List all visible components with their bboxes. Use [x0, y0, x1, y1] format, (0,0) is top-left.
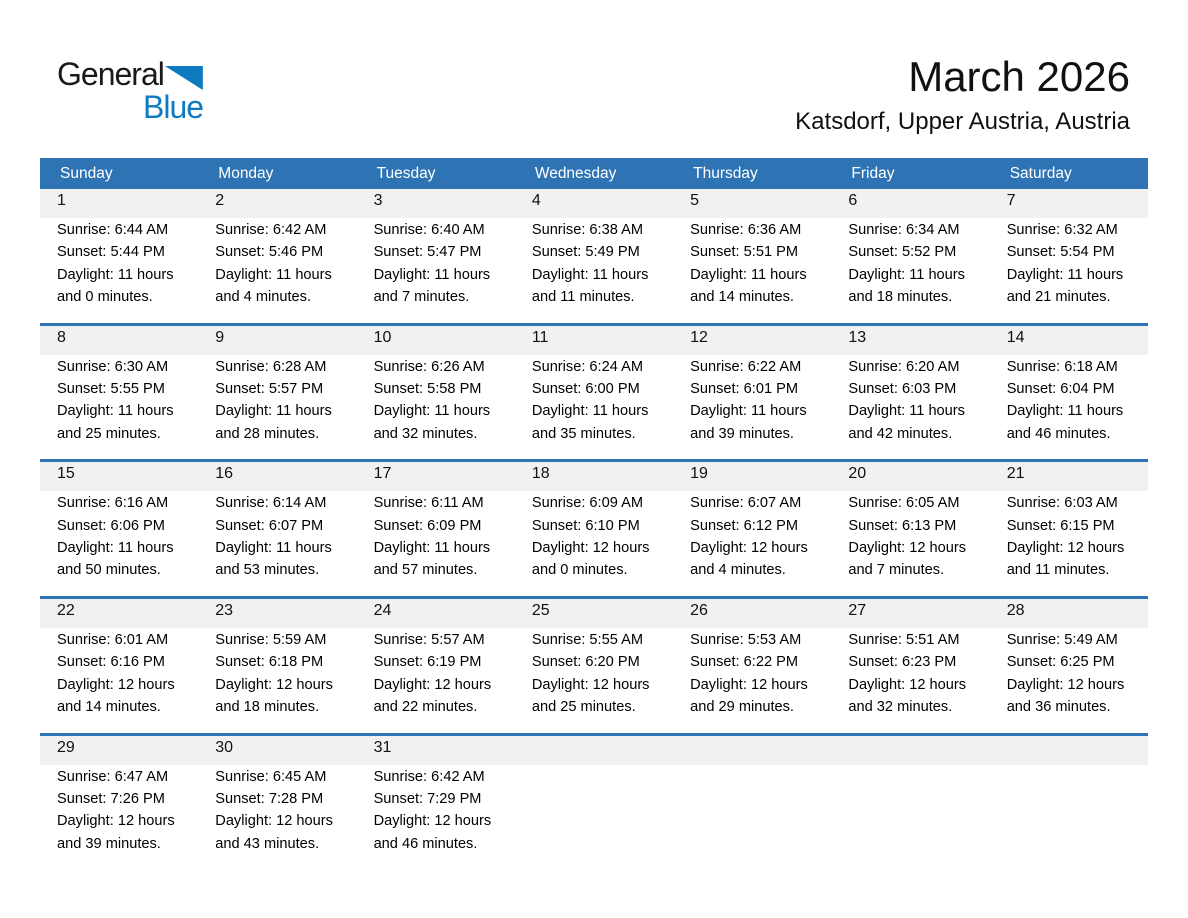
empty-day-cell	[990, 734, 1148, 869]
sunrise-text: Sunrise: 6:16 AM	[57, 495, 169, 512]
weekday-header-monday: Monday	[198, 158, 356, 189]
day-number: 16	[198, 462, 356, 491]
daylight-text: Daylight: 12 hours and 4 minutes.	[690, 540, 808, 579]
sunset-text: Sunset: 5:47 PM	[373, 244, 482, 261]
page-title: March 2026	[908, 53, 1130, 100]
page-header	[40, 0, 1148, 158]
day-cell	[831, 597, 989, 734]
daylight-text: Daylight: 11 hours and 25 minutes.	[57, 403, 174, 442]
daylight-text: Daylight: 12 hours and 18 minutes.	[215, 676, 333, 716]
calendar-week-row	[40, 461, 1148, 598]
day-number: 26	[673, 599, 831, 628]
sunset-text: Sunset: 5:49 PM	[531, 244, 640, 261]
daylight-text: Daylight: 12 hours and 39 minutes.	[57, 813, 175, 852]
day-cell	[357, 597, 515, 734]
sunset-text: Sunset: 6:22 PM	[690, 654, 799, 671]
day-number: 24	[357, 599, 515, 628]
sunrise-text: Sunrise: 6:38 AM	[531, 222, 643, 238]
sunset-text: Sunset: 5:44 PM	[57, 244, 165, 261]
day-cell	[357, 734, 515, 869]
sunset-text: Sunset: 5:52 PM	[848, 244, 957, 261]
sunrise-text: Sunrise: 5:57 AM	[373, 631, 485, 648]
day-cell	[357, 461, 515, 598]
day-cell	[357, 189, 515, 324]
daylight-text: Daylight: 11 hours and 21 minutes.	[1006, 266, 1124, 306]
daylight-text: Daylight: 12 hours and 43 minutes.	[215, 813, 333, 852]
day-number: 22	[40, 599, 198, 628]
title-block	[795, 54, 1130, 136]
daylight-text: Daylight: 11 hours and 14 minutes.	[690, 266, 807, 306]
day-cell	[990, 324, 1148, 461]
day-number: 15	[40, 462, 198, 491]
daylight-text: Daylight: 12 hours and 7 minutes.	[848, 540, 967, 579]
day-number: 19	[673, 462, 831, 491]
day-number: 30	[198, 736, 356, 765]
day-number: 31	[357, 736, 515, 765]
day-cell	[40, 189, 198, 324]
sunset-text: Sunset: 6:10 PM	[531, 517, 640, 534]
sunset-text: Sunset: 6:07 PM	[215, 517, 324, 534]
daylight-text: Daylight: 12 hours and 29 minutes.	[690, 676, 808, 716]
sunset-text: Sunset: 5:57 PM	[215, 381, 324, 398]
sunrise-text: Sunrise: 6:44 AM	[57, 222, 169, 238]
weekday-header-friday: Friday	[831, 158, 989, 189]
day-number: 20	[831, 462, 989, 491]
day-number: 11	[515, 326, 673, 355]
daylight-text: Daylight: 11 hours and 39 minutes.	[690, 403, 807, 442]
sunset-text: Sunset: 7:28 PM	[215, 790, 324, 807]
sunrise-text: Sunrise: 6:03 AM	[1006, 495, 1118, 512]
day-cell	[40, 324, 198, 461]
sunset-text: Sunset: 5:54 PM	[1006, 244, 1115, 261]
daylight-text: Daylight: 12 hours and 25 minutes.	[531, 676, 650, 716]
day-cell	[198, 734, 356, 869]
sunset-text: Sunset: 6:04 PM	[1006, 381, 1115, 398]
sunrise-text: Sunrise: 6:34 AM	[848, 222, 960, 238]
daylight-text: Daylight: 12 hours and 46 minutes.	[373, 813, 492, 852]
day-cell	[198, 324, 356, 461]
day-cell	[515, 324, 673, 461]
sunset-text: Sunset: 6:01 PM	[690, 381, 799, 398]
daylight-text: Daylight: 12 hours and 0 minutes.	[531, 540, 650, 579]
day-cell	[515, 189, 673, 324]
calendar-table	[40, 158, 1148, 869]
day-cell	[990, 461, 1148, 598]
sunset-text: Sunset: 7:29 PM	[373, 790, 482, 807]
weekday-header-saturday: Saturday	[990, 158, 1148, 189]
day-cell	[673, 189, 831, 324]
calendar-week-row	[40, 597, 1148, 734]
day-number: 21	[990, 462, 1148, 491]
day-cell	[831, 461, 989, 598]
daylight-text: Daylight: 12 hours and 32 minutes.	[848, 676, 967, 716]
weekday-header-tuesday: Tuesday	[357, 158, 515, 189]
logo-text-blue: Blue	[143, 89, 204, 125]
day-cell	[515, 461, 673, 598]
day-number: 2	[198, 189, 356, 218]
calendar-body	[40, 189, 1148, 869]
sunrise-text: Sunrise: 6:36 AM	[690, 222, 802, 238]
sunset-text: Sunset: 6:00 PM	[531, 381, 640, 398]
day-cell	[198, 597, 356, 734]
sunrise-text: Sunrise: 6:28 AM	[215, 358, 327, 375]
day-cell	[831, 189, 989, 324]
sunrise-text: Sunrise: 6:26 AM	[373, 358, 485, 375]
empty-day-cell	[673, 734, 831, 869]
sunset-text: Sunset: 6:03 PM	[848, 381, 957, 398]
sunrise-text: Sunrise: 6:09 AM	[531, 495, 643, 512]
sunrise-text: Sunrise: 6:42 AM	[373, 768, 485, 785]
day-cell	[831, 324, 989, 461]
sunset-text: Sunset: 6:13 PM	[848, 517, 957, 534]
sunset-text: Sunset: 6:12 PM	[690, 517, 799, 534]
daylight-text: Daylight: 12 hours and 22 minutes.	[373, 676, 492, 716]
sunrise-text: Sunrise: 6:22 AM	[690, 358, 802, 375]
day-number: 1	[40, 189, 198, 218]
day-cell	[990, 597, 1148, 734]
daylight-text: Daylight: 11 hours and 42 minutes.	[848, 403, 965, 442]
sunrise-text: Sunrise: 6:24 AM	[531, 358, 643, 375]
sunset-text: Sunset: 6:20 PM	[531, 654, 640, 671]
weekday-header-row	[40, 158, 1148, 189]
sunrise-text: Sunrise: 6:18 AM	[1006, 358, 1118, 375]
day-number: 27	[831, 599, 989, 628]
general-blue-logo	[57, 58, 203, 123]
logo-text-general: General	[57, 56, 164, 92]
daylight-text: Daylight: 11 hours and 0 minutes.	[57, 266, 174, 306]
day-number: 14	[990, 326, 1148, 355]
day-cell	[357, 324, 515, 461]
sunrise-text: Sunrise: 5:51 AM	[848, 631, 960, 648]
calendar-header	[40, 158, 1148, 189]
calendar-week-row	[40, 189, 1148, 324]
sunset-text: Sunset: 6:25 PM	[1006, 654, 1115, 671]
daylight-text: Daylight: 12 hours and 14 minutes.	[57, 676, 175, 716]
sunset-text: Sunset: 6:15 PM	[1006, 517, 1115, 534]
day-cell	[990, 189, 1148, 324]
sunrise-text: Sunrise: 6:14 AM	[215, 495, 327, 512]
day-number	[515, 736, 673, 765]
day-number: 9	[198, 326, 356, 355]
day-number	[990, 736, 1148, 765]
daylight-text: Daylight: 11 hours and 57 minutes.	[373, 540, 491, 579]
daylight-text: Daylight: 11 hours and 46 minutes.	[1006, 403, 1124, 442]
sunset-text: Sunset: 5:58 PM	[373, 381, 482, 398]
page-subtitle: Katsdorf, Upper Austria, Austria	[795, 108, 1130, 136]
day-number: 8	[40, 326, 198, 355]
day-cell	[673, 597, 831, 734]
day-cell	[40, 734, 198, 869]
day-number: 5	[673, 189, 831, 218]
day-number: 18	[515, 462, 673, 491]
day-number: 6	[831, 189, 989, 218]
sunrise-text: Sunrise: 6:11 AM	[373, 495, 484, 512]
sunset-text: Sunset: 5:46 PM	[215, 244, 324, 261]
day-cell	[40, 461, 198, 598]
day-cell	[40, 597, 198, 734]
day-number: 25	[515, 599, 673, 628]
sunrise-text: Sunrise: 6:32 AM	[1006, 222, 1118, 238]
day-number: 4	[515, 189, 673, 218]
sunrise-text: Sunrise: 6:40 AM	[373, 222, 485, 238]
day-cell	[515, 597, 673, 734]
day-number: 28	[990, 599, 1148, 628]
sunrise-text: Sunrise: 5:53 AM	[690, 631, 802, 648]
day-number	[831, 736, 989, 765]
logo-triangle-icon	[165, 66, 203, 90]
day-number: 10	[357, 326, 515, 355]
sunrise-text: Sunrise: 6:42 AM	[215, 222, 327, 238]
daylight-text: Daylight: 11 hours and 53 minutes.	[215, 540, 332, 579]
day-number: 12	[673, 326, 831, 355]
logo-line-1	[57, 58, 203, 90]
day-cell	[673, 461, 831, 598]
empty-day-cell	[515, 734, 673, 869]
empty-day-cell	[831, 734, 989, 869]
weekday-header-wednesday: Wednesday	[515, 158, 673, 189]
weekday-header-thursday: Thursday	[673, 158, 831, 189]
calendar-week-row	[40, 734, 1148, 869]
daylight-text: Daylight: 12 hours and 11 minutes.	[1006, 540, 1125, 579]
day-number: 17	[357, 462, 515, 491]
weekday-header-sunday: Sunday	[40, 158, 198, 189]
sunset-text: Sunset: 6:23 PM	[848, 654, 957, 671]
sunrise-text: Sunrise: 6:07 AM	[690, 495, 802, 512]
calendar-week-row	[40, 324, 1148, 461]
daylight-text: Daylight: 11 hours and 50 minutes.	[57, 540, 174, 579]
daylight-text: Daylight: 11 hours and 7 minutes.	[373, 266, 491, 306]
sunrise-text: Sunrise: 6:20 AM	[848, 358, 960, 375]
day-number: 23	[198, 599, 356, 628]
sunrise-text: Sunrise: 6:30 AM	[57, 358, 169, 375]
sunset-text: Sunset: 6:18 PM	[215, 654, 324, 671]
sunrise-text: Sunrise: 6:05 AM	[848, 495, 960, 512]
sunrise-text: Sunrise: 5:59 AM	[215, 631, 327, 648]
day-number: 13	[831, 326, 989, 355]
sunrise-text: Sunrise: 5:55 AM	[531, 631, 643, 648]
sunset-text: Sunset: 7:26 PM	[57, 790, 165, 807]
day-number: 29	[40, 736, 198, 765]
sunset-text: Sunset: 6:16 PM	[57, 654, 165, 671]
daylight-text: Daylight: 11 hours and 18 minutes.	[848, 266, 965, 306]
daylight-text: Daylight: 11 hours and 32 minutes.	[373, 403, 491, 442]
day-number: 7	[990, 189, 1148, 218]
day-cell	[198, 189, 356, 324]
sunrise-text: Sunrise: 6:01 AM	[57, 631, 169, 648]
daylight-text: Daylight: 11 hours and 28 minutes.	[215, 403, 332, 442]
day-cell	[198, 461, 356, 598]
daylight-text: Daylight: 11 hours and 11 minutes.	[531, 266, 649, 306]
daylight-text: Daylight: 11 hours and 35 minutes.	[531, 403, 649, 442]
sunset-text: Sunset: 5:51 PM	[690, 244, 799, 261]
day-number	[673, 736, 831, 765]
sunrise-text: Sunrise: 5:49 AM	[1006, 631, 1118, 648]
day-cell	[673, 324, 831, 461]
sunset-text: Sunset: 6:06 PM	[57, 517, 165, 534]
day-number: 3	[357, 189, 515, 218]
daylight-text: Daylight: 11 hours and 4 minutes.	[215, 266, 332, 306]
sunset-text: Sunset: 6:19 PM	[373, 654, 482, 671]
sunset-text: Sunset: 5:55 PM	[57, 381, 165, 398]
sunset-text: Sunset: 6:09 PM	[373, 517, 482, 534]
sunrise-text: Sunrise: 6:47 AM	[57, 768, 169, 785]
daylight-text: Daylight: 12 hours and 36 minutes.	[1006, 676, 1125, 716]
sunrise-text: Sunrise: 6:45 AM	[215, 768, 327, 785]
